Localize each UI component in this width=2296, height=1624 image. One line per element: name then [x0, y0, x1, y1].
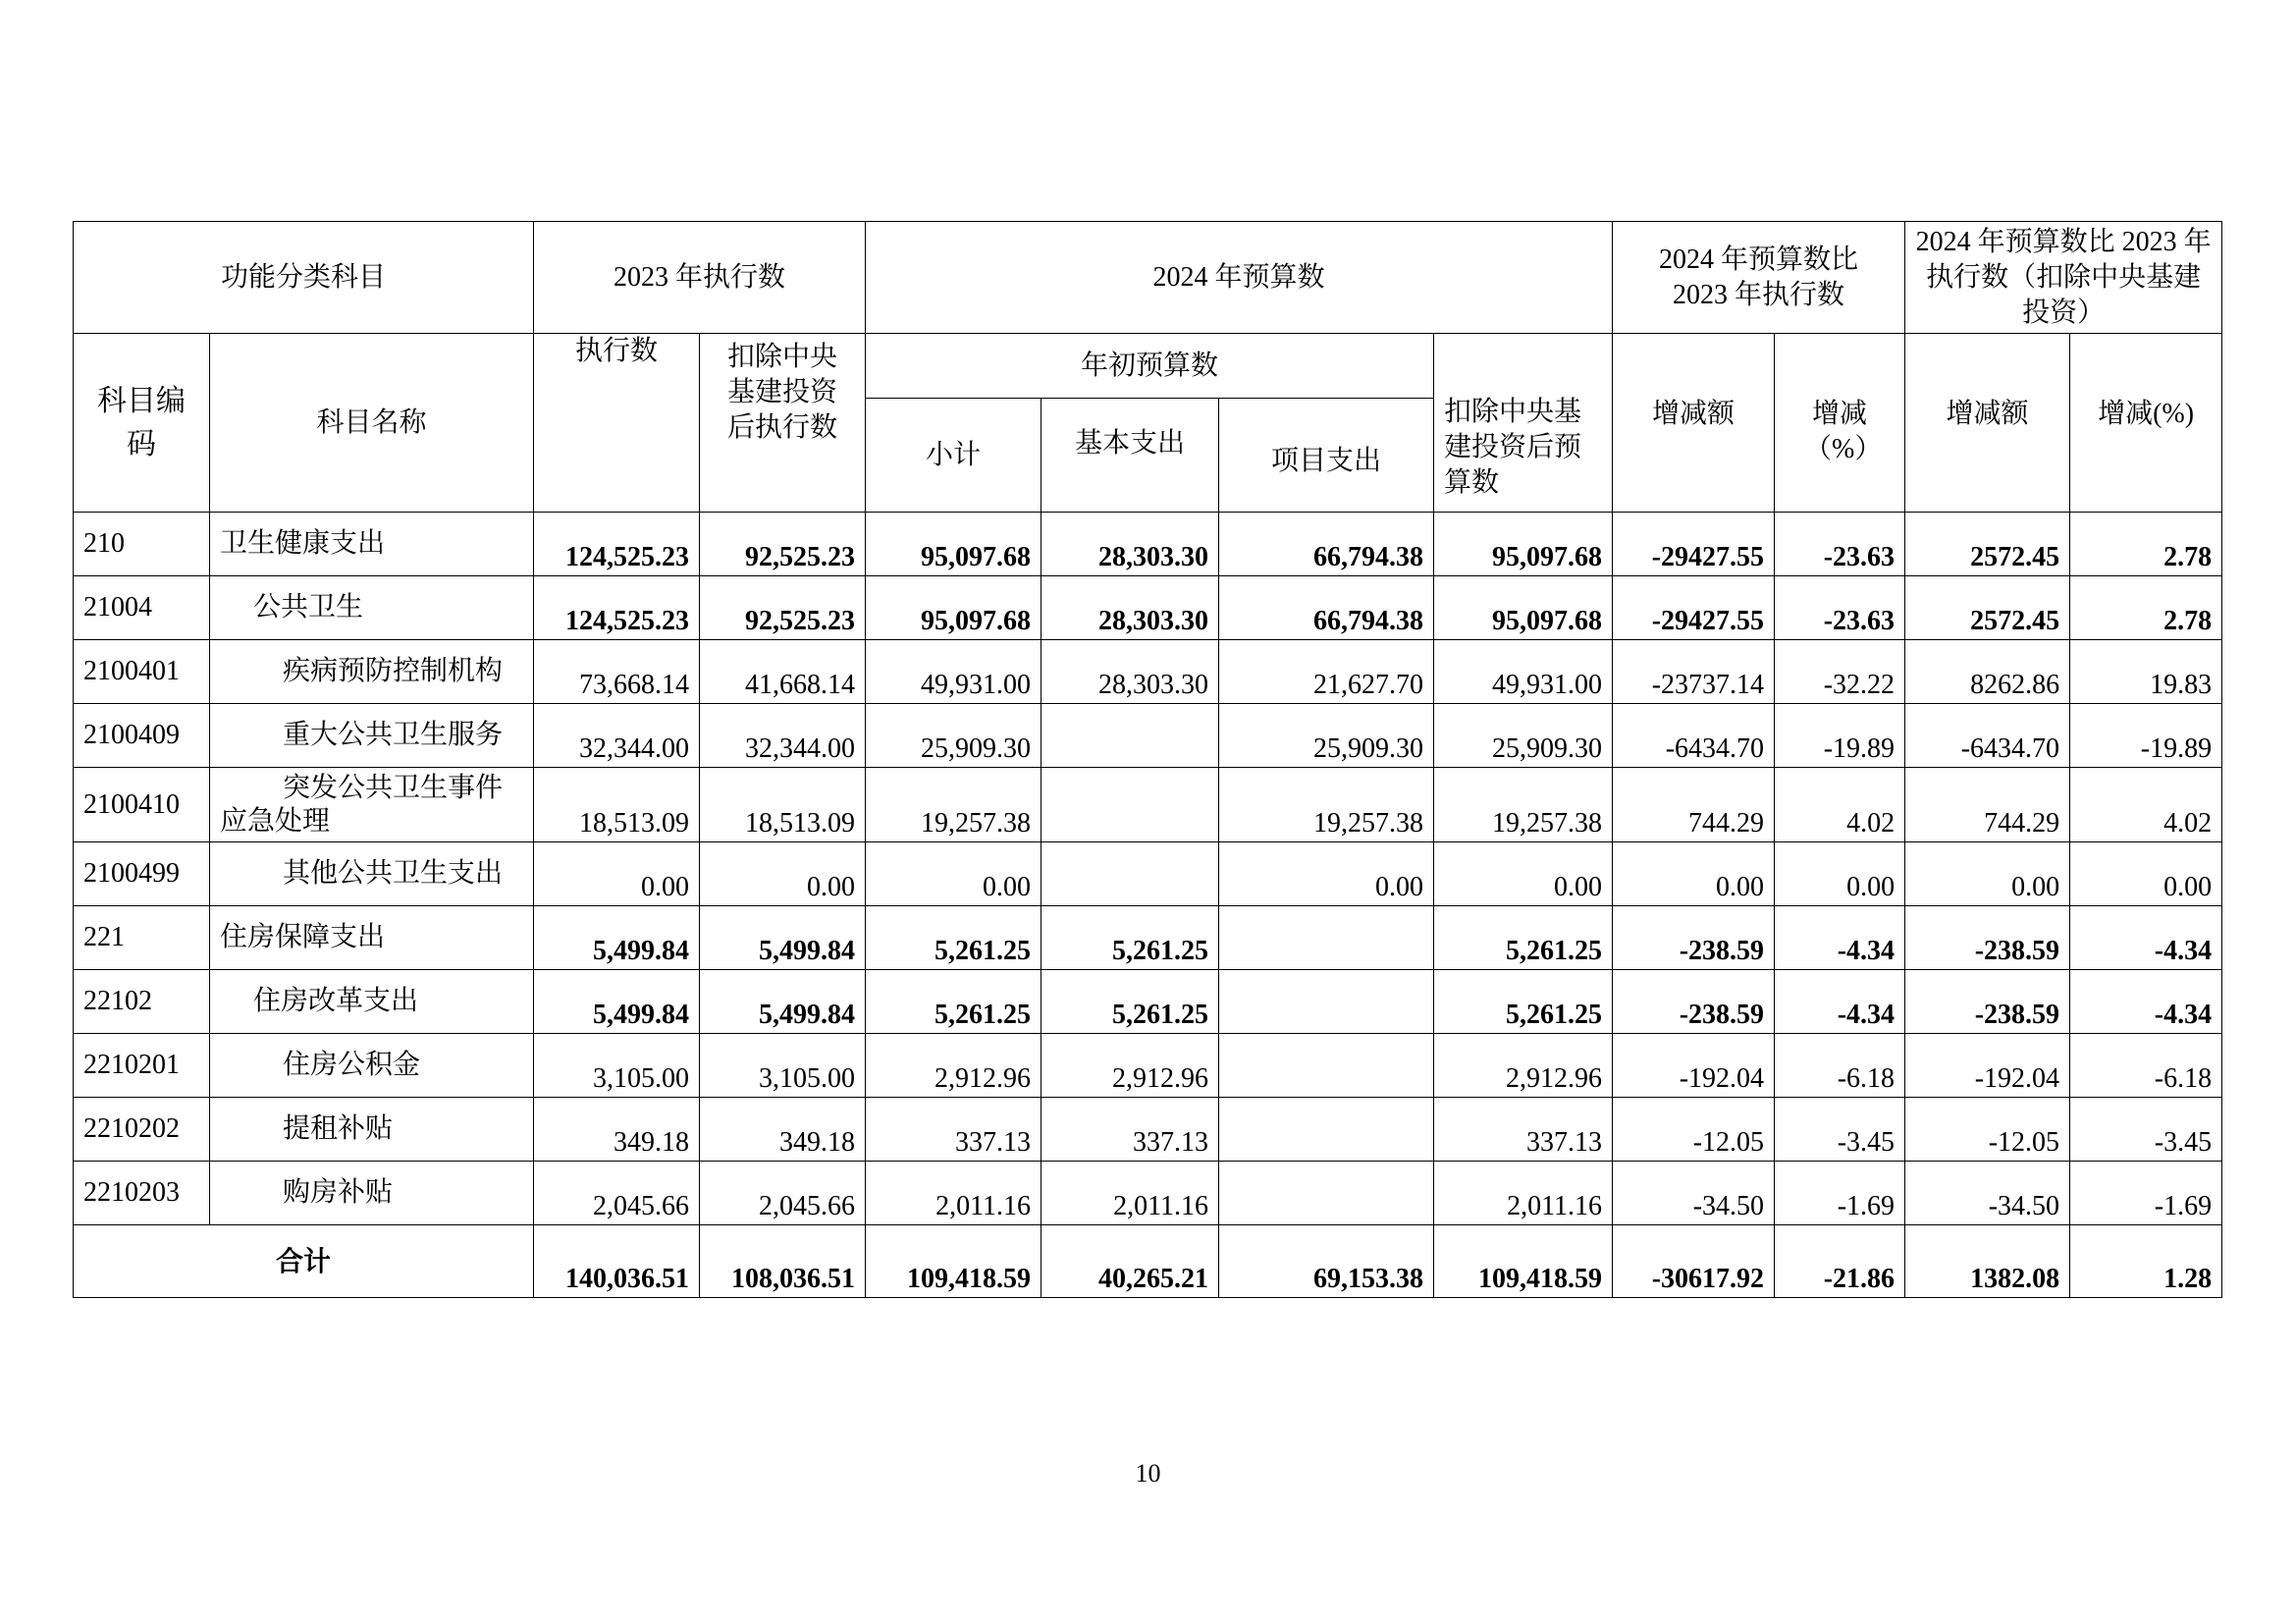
cell-change-amt-2: -238.59 — [1905, 906, 2070, 970]
cell-budget-ex: 19,257.38 — [1434, 768, 1613, 842]
cell-budget-ex: 95,097.68 — [1434, 513, 1613, 576]
cell-change-pct-2: -6.18 — [2070, 1034, 2222, 1098]
cell-exec: 18,513.09 — [534, 768, 700, 842]
cell-change-amt-2: -6434.70 — [1905, 704, 2070, 768]
row-code: 2210201 — [74, 1034, 210, 1098]
header-change-pct-2: 增减(%) — [2070, 334, 2222, 513]
cell-exec-ex: 41,668.14 — [700, 640, 866, 704]
total-basic: 40,265.21 — [1041, 1225, 1219, 1298]
cell-subtotal: 5,261.25 — [866, 906, 1041, 970]
cell-change-amt: -192.04 — [1613, 1034, 1775, 1098]
row-name: 重大公共卫生服务 — [210, 704, 534, 768]
cell-exec-ex: 92,525.23 — [700, 513, 866, 576]
total-change-amt-2: 1382.08 — [1905, 1225, 2070, 1298]
cell-exec-ex: 32,344.00 — [700, 704, 866, 768]
cell-exec: 5,499.84 — [534, 906, 700, 970]
cell-exec-ex: 349.18 — [700, 1098, 866, 1162]
cell-project: 66,794.38 — [1219, 513, 1434, 576]
cell-exec: 124,525.23 — [534, 513, 700, 576]
row-name: 住房公积金 — [210, 1034, 534, 1098]
row-code: 2100499 — [74, 842, 210, 906]
cell-project: 25,909.30 — [1219, 704, 1434, 768]
cell-change-amt: -238.59 — [1613, 970, 1775, 1034]
header-change-amt-2: 增减额 — [1905, 334, 2070, 513]
cell-budget-ex: 0.00 — [1434, 842, 1613, 906]
row-name-line-2: 应急处理 — [220, 805, 331, 837]
cell-subtotal: 337.13 — [866, 1098, 1041, 1162]
cell-project — [1219, 1098, 1434, 1162]
total-exec-ex: 108,036.51 — [700, 1225, 866, 1298]
cell-exec: 5,499.84 — [534, 970, 700, 1034]
header-func-category: 功能分类科目 — [74, 222, 534, 334]
cell-change-amt: -34.50 — [1613, 1162, 1775, 1225]
table-body — [74, 513, 2222, 1225]
header-initial-budget: 年初预算数 — [866, 334, 1434, 399]
row-code: 2210202 — [74, 1098, 210, 1162]
header-row-1 — [74, 222, 2222, 334]
cell-budget-ex: 95,097.68 — [1434, 576, 1613, 640]
row-name: 住房改革支出 — [210, 970, 534, 1034]
total-row — [74, 1225, 2222, 1298]
table-row — [74, 906, 2222, 970]
header-compare-2023: 2024 年预算数比 2023 年执行数 — [1613, 222, 1905, 334]
header-change-amt: 增减额 — [1613, 334, 1775, 513]
cell-basic: 5,261.25 — [1041, 906, 1219, 970]
cell-change-amt-2: -192.04 — [1905, 1034, 2070, 1098]
total-subtotal: 109,418.59 — [866, 1225, 1041, 1298]
cell-change-pct: 0.00 — [1775, 842, 1905, 906]
header-basic: 基本支出 — [1041, 399, 1219, 513]
cell-change-amt-2: -34.50 — [1905, 1162, 2070, 1225]
cell-exec: 124,525.23 — [534, 576, 700, 640]
header-row-2 — [74, 334, 2222, 399]
cell-change-amt: -29427.55 — [1613, 576, 1775, 640]
cell-change-pct-2: -4.34 — [2070, 906, 2222, 970]
row-code: 2100401 — [74, 640, 210, 704]
row-name — [210, 768, 534, 842]
cell-change-pct: -6.18 — [1775, 1034, 1905, 1098]
cell-change-amt: -6434.70 — [1613, 704, 1775, 768]
table-row — [74, 640, 2222, 704]
cell-subtotal: 95,097.68 — [866, 576, 1041, 640]
row-name: 公共卫生 — [210, 576, 534, 640]
cell-exec: 3,105.00 — [534, 1034, 700, 1098]
cell-basic: 28,303.30 — [1041, 640, 1219, 704]
total-change-pct-2: 1.28 — [2070, 1225, 2222, 1298]
cell-change-pct: -19.89 — [1775, 704, 1905, 768]
cell-project — [1219, 1162, 1434, 1225]
cell-budget-ex: 2,912.96 — [1434, 1034, 1613, 1098]
cell-change-amt: -238.59 — [1613, 906, 1775, 970]
row-name: 卫生健康支出 — [210, 513, 534, 576]
cell-change-amt-2: 2572.45 — [1905, 513, 2070, 576]
cell-change-amt: 744.29 — [1613, 768, 1775, 842]
cell-basic: 2,912.96 — [1041, 1034, 1219, 1098]
cell-change-pct: -4.34 — [1775, 970, 1905, 1034]
cell-subtotal: 5,261.25 — [866, 970, 1041, 1034]
cell-exec-ex: 5,499.84 — [700, 970, 866, 1034]
cell-budget-ex: 337.13 — [1434, 1098, 1613, 1162]
table-row — [74, 513, 2222, 576]
header-change-pct: 增减（%） — [1775, 334, 1905, 513]
total-project: 69,153.38 — [1219, 1225, 1434, 1298]
cell-project — [1219, 906, 1434, 970]
cell-change-pct: -1.69 — [1775, 1162, 1905, 1225]
total-label: 合计 — [74, 1225, 534, 1298]
total-change-amt: -30617.92 — [1613, 1225, 1775, 1298]
cell-subtotal: 2,912.96 — [866, 1034, 1041, 1098]
cell-budget-ex: 49,931.00 — [1434, 640, 1613, 704]
cell-change-pct: -32.22 — [1775, 640, 1905, 704]
total-exec: 140,036.51 — [534, 1225, 700, 1298]
header-name: 科目名称 — [210, 334, 534, 513]
cell-budget-ex: 2,011.16 — [1434, 1162, 1613, 1225]
cell-change-amt-2: 8262.86 — [1905, 640, 2070, 704]
cell-change-pct-2: -19.89 — [2070, 704, 2222, 768]
cell-exec-ex: 3,105.00 — [700, 1034, 866, 1098]
header-exec: 执行数 — [534, 334, 700, 513]
cell-change-pct-2: 4.02 — [2070, 768, 2222, 842]
table-row — [74, 576, 2222, 640]
row-code: 2210203 — [74, 1162, 210, 1225]
cell-exec-ex: 92,525.23 — [700, 576, 866, 640]
row-name: 疾病预防控制机构 — [210, 640, 534, 704]
cell-exec-ex: 0.00 — [700, 842, 866, 906]
cell-change-amt: 0.00 — [1613, 842, 1775, 906]
cell-change-amt: -12.05 — [1613, 1098, 1775, 1162]
cell-change-amt-2: 2572.45 — [1905, 576, 2070, 640]
cell-project: 66,794.38 — [1219, 576, 1434, 640]
row-name: 提租补贴 — [210, 1098, 534, 1162]
cell-change-amt-2: 0.00 — [1905, 842, 2070, 906]
cell-subtotal: 0.00 — [866, 842, 1041, 906]
cell-subtotal: 2,011.16 — [866, 1162, 1041, 1225]
header-code: 科目编码 — [74, 334, 210, 513]
cell-project: 0.00 — [1219, 842, 1434, 906]
cell-change-pct-2: 2.78 — [2070, 576, 2222, 640]
cell-basic: 5,261.25 — [1041, 970, 1219, 1034]
total-budget-ex: 109,418.59 — [1434, 1225, 1613, 1298]
table-row — [74, 1162, 2222, 1225]
cell-budget-ex: 5,261.25 — [1434, 970, 1613, 1034]
cell-change-pct: -23.63 — [1775, 513, 1905, 576]
cell-subtotal: 25,909.30 — [866, 704, 1041, 768]
cell-change-amt-2: -238.59 — [1905, 970, 2070, 1034]
cell-exec-ex: 18,513.09 — [700, 768, 866, 842]
row-name: 其他公共卫生支出 — [210, 842, 534, 906]
table-row — [74, 970, 2222, 1034]
table-row — [74, 1098, 2222, 1162]
cell-budget-ex: 5,261.25 — [1434, 906, 1613, 970]
cell-change-pct: -3.45 — [1775, 1098, 1905, 1162]
row-code: 221 — [74, 906, 210, 970]
cell-change-pct-2: 19.83 — [2070, 640, 2222, 704]
cell-change-pct-2: -3.45 — [2070, 1098, 2222, 1162]
cell-exec: 349.18 — [534, 1098, 700, 1162]
header-budget-ex: 扣除中央基建投资后预算数 — [1434, 334, 1613, 513]
row-name: 购房补贴 — [210, 1162, 534, 1225]
cell-change-amt-2: -12.05 — [1905, 1098, 2070, 1162]
cell-basic — [1041, 842, 1219, 906]
cell-change-pct-2: -4.34 — [2070, 970, 2222, 1034]
cell-change-pct: -4.34 — [1775, 906, 1905, 970]
cell-change-pct: -23.63 — [1775, 576, 1905, 640]
cell-project: 19,257.38 — [1219, 768, 1434, 842]
cell-exec-ex: 5,499.84 — [700, 906, 866, 970]
table-row — [74, 1034, 2222, 1098]
cell-basic: 337.13 — [1041, 1098, 1219, 1162]
row-code: 2100410 — [74, 768, 210, 842]
cell-basic: 28,303.30 — [1041, 513, 1219, 576]
cell-subtotal: 19,257.38 — [866, 768, 1041, 842]
cell-exec: 73,668.14 — [534, 640, 700, 704]
row-code: 22102 — [74, 970, 210, 1034]
row-code: 2100409 — [74, 704, 210, 768]
cell-project — [1219, 970, 1434, 1034]
cell-change-amt: -23737.14 — [1613, 640, 1775, 704]
total-change-pct: -21.86 — [1775, 1225, 1905, 1298]
budget-table — [73, 221, 2222, 1298]
header-project: 项目支出 — [1219, 399, 1434, 513]
header-exec-ex: 扣除中央基建投资后执行数 — [700, 334, 866, 513]
row-name-line-1: 突发公共卫生事件 — [283, 772, 504, 803]
table-row — [74, 704, 2222, 768]
cell-project: 21,627.70 — [1219, 640, 1434, 704]
cell-budget-ex: 25,909.30 — [1434, 704, 1613, 768]
cell-change-pct: 4.02 — [1775, 768, 1905, 842]
header-compare-ex: 2024 年预算数比 2023 年执行数（扣除中央基建投资） — [1905, 222, 2222, 334]
cell-subtotal: 49,931.00 — [866, 640, 1041, 704]
cell-basic: 28,303.30 — [1041, 576, 1219, 640]
cell-exec: 2,045.66 — [534, 1162, 700, 1225]
cell-exec-ex: 2,045.66 — [700, 1162, 866, 1225]
cell-project — [1219, 1034, 1434, 1098]
cell-exec: 0.00 — [534, 842, 700, 906]
cell-change-amt: -29427.55 — [1613, 513, 1775, 576]
row-name: 住房保障支出 — [210, 906, 534, 970]
page-number: 10 — [1135, 1459, 1161, 1488]
header-exec-2023: 2023 年执行数 — [534, 222, 866, 334]
row-code: 21004 — [74, 576, 210, 640]
cell-subtotal: 95,097.68 — [866, 513, 1041, 576]
header-budget-2024: 2024 年预算数 — [866, 222, 1613, 334]
cell-change-pct-2: 0.00 — [2070, 842, 2222, 906]
cell-basic: 2,011.16 — [1041, 1162, 1219, 1225]
cell-basic — [1041, 704, 1219, 768]
cell-change-amt-2: 744.29 — [1905, 768, 2070, 842]
table-row — [74, 842, 2222, 906]
cell-change-pct-2: -1.69 — [2070, 1162, 2222, 1225]
header-subtotal: 小计 — [866, 399, 1041, 513]
row-code: 210 — [74, 513, 210, 576]
table-row — [74, 768, 2222, 842]
cell-exec: 32,344.00 — [534, 704, 700, 768]
cell-change-pct-2: 2.78 — [2070, 513, 2222, 576]
cell-basic — [1041, 768, 1219, 842]
